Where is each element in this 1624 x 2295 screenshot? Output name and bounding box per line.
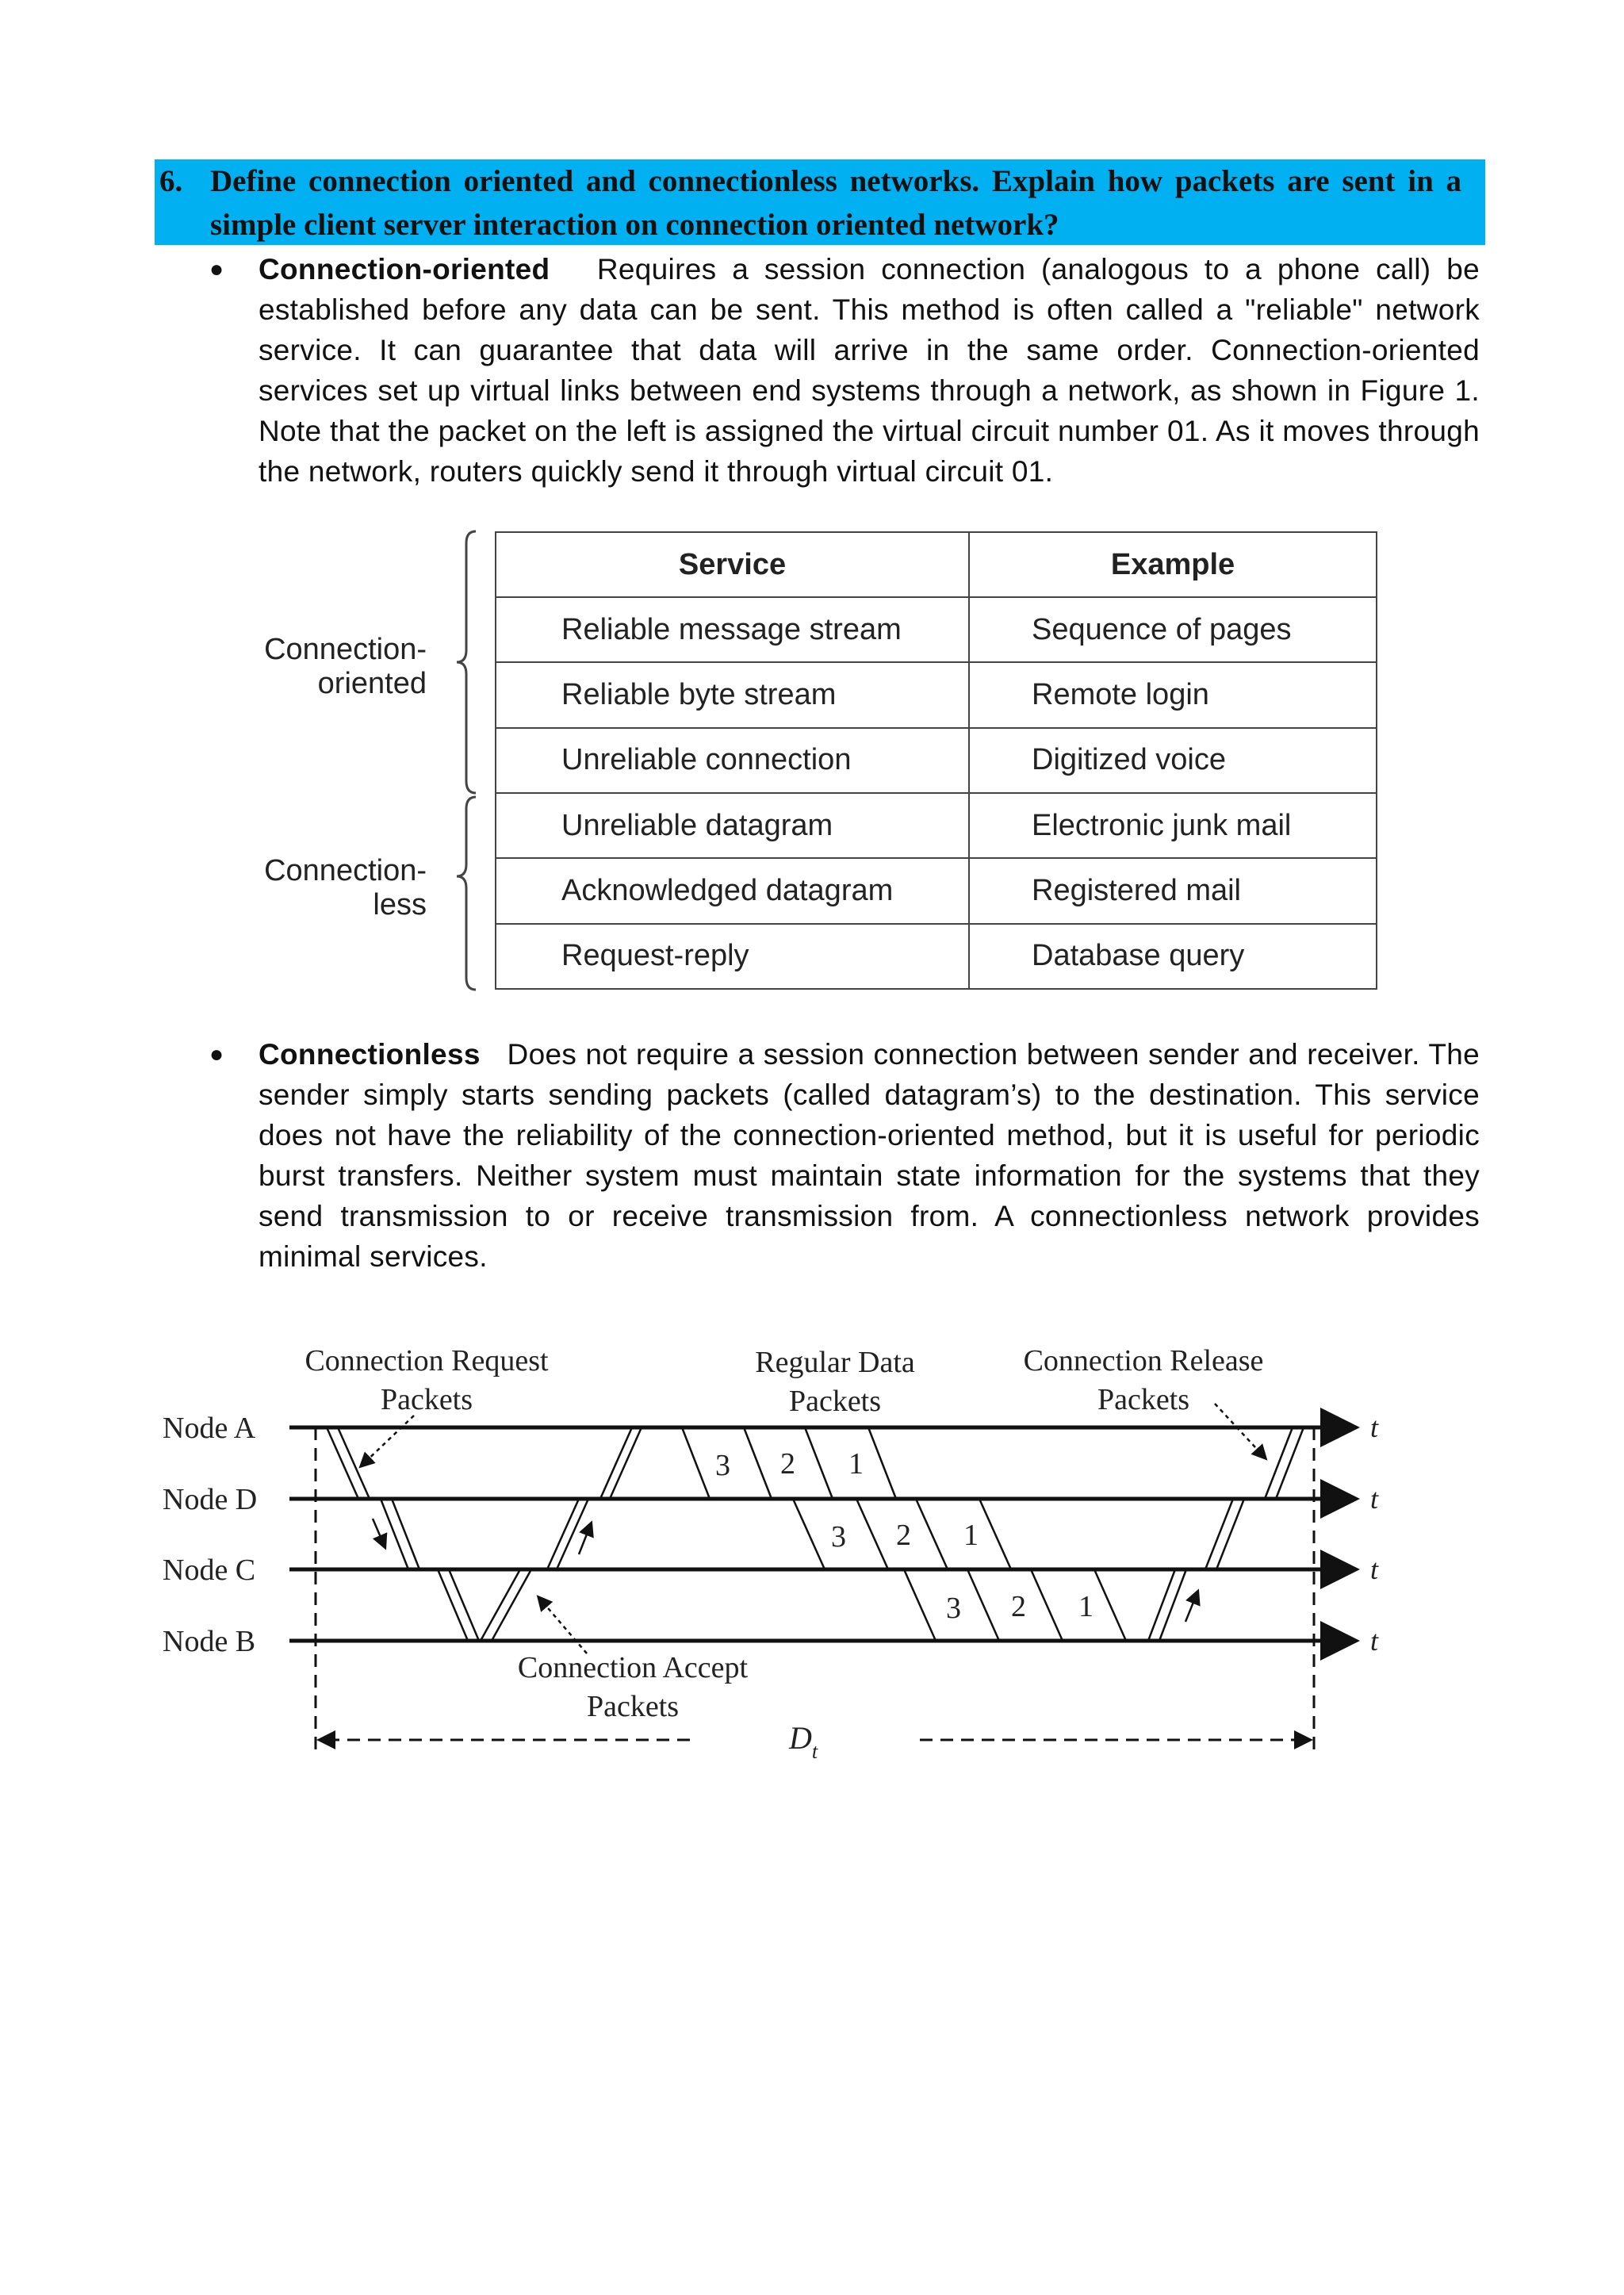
table-cell: Electronic junk mail	[969, 793, 1377, 858]
packet-number: 3	[831, 1520, 846, 1554]
accept-label: Packets	[586, 1690, 680, 1723]
arrow-icon	[373, 1519, 385, 1546]
timelines	[289, 1427, 1352, 1641]
group-label-line: less	[373, 888, 427, 921]
packet-number: 2	[896, 1519, 911, 1552]
bullet-icon: ●	[209, 256, 224, 282]
request-label: Connection Request	[304, 1344, 549, 1377]
question-number: 6.	[159, 164, 183, 198]
packet-numbers	[715, 1447, 1094, 1625]
table-cell: Reliable message stream	[496, 597, 969, 662]
release-label: Connection Release	[1023, 1344, 1264, 1377]
question-text: Define connection oriented and connectionless networks. Explain how packets are sent in a simple client server interaction on connection oriented network?	[210, 164, 1461, 242]
bullet-term: Connectionless	[259, 1038, 481, 1071]
node-label: Node B	[163, 1625, 256, 1658]
arrow-icon	[1215, 1404, 1265, 1458]
data-label: Regular Data	[755, 1346, 915, 1379]
packet-number: 2	[1011, 1590, 1026, 1623]
arrow-icon	[579, 1524, 591, 1554]
table-cell: Request-reply	[496, 924, 969, 989]
pointer-arrows	[362, 1404, 1265, 1653]
packet-number: 3	[946, 1592, 961, 1625]
bullet-text: Requires a session connection (analogous to a phone call) be established before any data can be sent. This method is often called a "reliable" network service. It can guarantee that data will arrive in the same order. Connection-oriented services set up virtual links between end systems through a network, as shown in Figure 1. Note that the packet on the left is assigned the virtual circuit number 01. As it moves through the network, routers quickly send it through virtual circuit 01.	[259, 253, 1480, 488]
table-cell: Registered mail	[969, 858, 1377, 923]
time-label: t	[1370, 1412, 1379, 1443]
table-cell: Sequence of pages	[969, 597, 1377, 662]
arrow-icon	[539, 1598, 587, 1653]
time-label: t	[1370, 1625, 1379, 1657]
table-cell: Reliable byte stream	[496, 662, 969, 727]
table-cell: Digitized voice	[969, 728, 1377, 793]
column-header: Service	[496, 532, 969, 597]
time-label: t	[1370, 1554, 1379, 1585]
node-label: Node A	[163, 1412, 256, 1445]
data-label: Packets	[788, 1385, 882, 1418]
accept-label: Connection Accept	[517, 1651, 749, 1684]
request-label: Packets	[380, 1383, 473, 1416]
release-label: Packets	[1097, 1383, 1190, 1416]
packet-number: 1	[963, 1519, 979, 1552]
table-cell: Database query	[969, 924, 1377, 989]
group-label-line: oriented	[317, 667, 427, 700]
table-cell: Unreliable datagram	[496, 793, 969, 858]
group-label-line: Connection-	[264, 633, 427, 666]
packet-number: 1	[848, 1447, 864, 1481]
bullet-text: Does not require a session connection between sender and receiver. The sender simply starts sending packets (called datagram’s) to the destination. This service does not have the reliability of the connection-oriented method, but it is useful for periodic burst transfers. Neither system must maintain state information for the systems that they send transmission to or receive transmission from. A connectionless network provides minimal services.	[259, 1038, 1480, 1273]
arrow-icon	[362, 1416, 414, 1466]
node-label: Node D	[163, 1483, 258, 1516]
column-header: Example	[969, 532, 1377, 597]
duration-markers	[316, 1427, 1314, 1754]
packet-number: 3	[715, 1449, 730, 1482]
table-cell: Remote login	[969, 662, 1377, 727]
node-label: Node C	[163, 1554, 256, 1587]
packet-number: 1	[1078, 1590, 1094, 1623]
packet-number: 2	[780, 1447, 795, 1481]
table-cell: Unreliable connection	[496, 728, 969, 793]
arrow-icon	[1185, 1592, 1197, 1622]
bullet-icon: ●	[209, 1041, 224, 1067]
packets	[327, 1427, 1304, 1641]
table-cell: Acknowledged datagram	[496, 858, 969, 923]
time-label: t	[1370, 1483, 1379, 1515]
bullet-term: Connection-oriented	[259, 253, 550, 285]
duration-label: $D_t$	[789, 1720, 818, 1763]
group-label-line: Connection-	[264, 854, 427, 887]
